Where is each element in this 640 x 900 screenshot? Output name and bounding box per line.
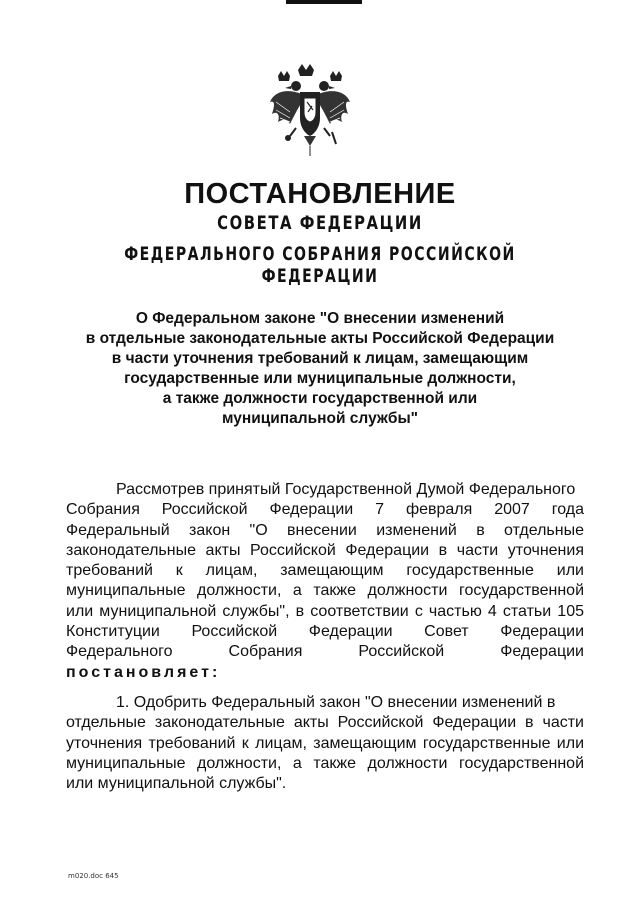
subject-line: О Федеральном законе "О внесении изменений [135,310,505,327]
paragraph-line: Рассмотрев принятый Государственной Думой Федерального [116,481,576,498]
paragraph-line: Собрания Российской Федерации 7 февраля 2007 года [66,501,584,519]
paragraph-line: требований к лицам, замещающим государственные или [66,562,584,580]
paragraph-line: законодательные акты Российской Федерации в части уточнения [66,541,584,559]
resolves-keyword: постановляет: [66,663,221,681]
paragraph-line: или муниципальной службы", в соответствии с частью 4 статьи 105 [66,602,584,620]
paragraph-line: муниципальные должности, а также должности государственной [66,754,584,772]
document-footer-code: m020.doc 645 [68,872,119,880]
paragraph-line: 1. Одобрить Федеральный закон "О внесении изменений в [116,694,556,711]
paragraph-line: муниципальные должности, а также должности государственной [66,582,584,600]
paragraph-line: отдельные законодательные акты Российской Федерации в части [66,714,584,732]
subject-line: а также должности государственной или [162,390,478,407]
resolution-item-1 [66,693,584,794]
document-subtitle-line2: ФЕДЕРАЛЬНОГО СОБРАНИЯ РОССИЙСКОЙ ФЕДЕРАЦИИ [124,243,516,287]
paragraph-line: уточнения требований к лицам, замещающим государственные или [66,734,584,752]
top-rule [286,0,362,4]
russian-coat-of-arms-emblem [266,62,354,158]
document-subject [70,309,570,429]
subject-line: в части уточнения требований к лицам, замещающим [111,350,529,367]
preamble-paragraph [66,480,584,683]
subject-line: в отдельные законодательные акты Российской Федерации [85,330,555,347]
document-subtitle-line1: СОВЕТА ФЕДЕРАЦИИ [217,212,423,234]
paragraph-line: Конституции Российской Федерации Совет Федерации [66,623,584,641]
document-title: ПОСТАНОВЛЕНИЕ [184,178,456,210]
subject-line: муниципальной службы" [221,410,419,427]
paragraph-line: или муниципальной службы". [66,775,287,793]
subject-line: государственные или муниципальные должности, [124,370,516,387]
paragraph-line: Федерального Собрания Российской Федерации [66,643,584,661]
paragraph-line: Федеральный закон "О внесении изменений в отдельные [66,521,584,539]
